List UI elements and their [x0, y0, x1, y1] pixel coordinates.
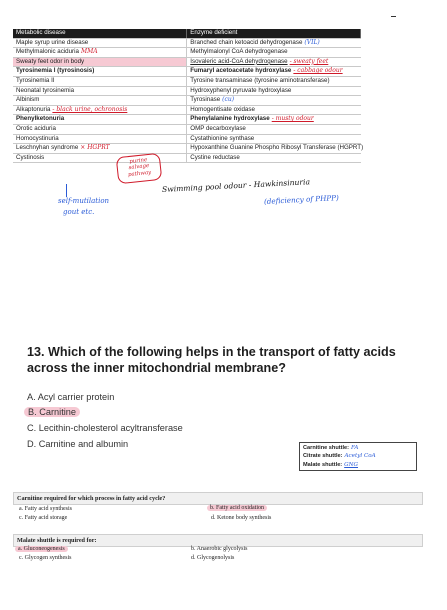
- table-row: [13, 76, 361, 86]
- stray-dash-mark: [391, 16, 396, 17]
- disease-cell: Tyrosinemia I (tyrosinosis): [16, 67, 95, 75]
- shuttle-answer: Acetyl CoA: [344, 453, 376, 460]
- self-mutilation-note: self-mutilation: [58, 197, 110, 205]
- deficiency-phpp-note: (deficiency of PHPP): [263, 193, 340, 206]
- shuttle-row: [303, 444, 413, 452]
- table-row: [13, 96, 361, 106]
- table-row: [13, 67, 361, 77]
- disease-cell: Orotic aciduria: [16, 124, 56, 132]
- option-b-selected[interactable]: [24, 407, 80, 417]
- disease-cell: Maple syrup urine disease: [16, 38, 89, 46]
- table-row: [13, 48, 361, 58]
- disease-cell: Cystinosis: [16, 153, 45, 161]
- mini-option-c[interactable]: c. Glycogen synthesis: [19, 555, 72, 561]
- mini-question-carnitine: [13, 492, 423, 526]
- shuttle-label: Carnitine shuttle:: [303, 445, 349, 451]
- enzyme-cell: Cystathionine synthase: [190, 134, 255, 142]
- table-row: [13, 105, 361, 115]
- enzyme-cell: Hydroxyphenyl pyruvate hydroxylase: [190, 86, 292, 94]
- table-row: [13, 57, 361, 67]
- handwritten-note: - musty odour: [271, 115, 314, 123]
- swimming-pool-note: Swimming pool odour - Hawkinsinuria: [161, 177, 311, 194]
- mini-option-b-selected[interactable]: b. Fatty acid oxidation: [207, 505, 267, 511]
- option-text: Lecithin-cholesterol acyltransferase: [38, 423, 183, 433]
- disease-cell: Neonatal tyrosinemia: [16, 86, 75, 94]
- enzyme-cell: OMP decarboxylase: [190, 124, 246, 132]
- mini-question-malate: [13, 534, 423, 568]
- column-header-disease: Metabolic disease: [13, 29, 187, 38]
- table-header-row: [13, 29, 361, 38]
- mini-option-a[interactable]: a. Fatty acid synthesis: [19, 506, 72, 512]
- mini-option-b[interactable]: b. Anaerobic glycolysis: [191, 546, 248, 552]
- table-row: [13, 134, 361, 144]
- table-row: [13, 153, 361, 163]
- gout-note: gout etc.: [63, 208, 95, 216]
- disease-cell: Tyrosinemia II: [16, 76, 55, 84]
- option-d[interactable]: [27, 439, 128, 449]
- table-row: [13, 124, 361, 134]
- question-title: 13. Which of the following helps in the transport of fatty acids across the inner mitochondrial membrane?: [27, 345, 396, 375]
- enzyme-cell: Fumaryl acetoacetate hydroxylase: [190, 67, 292, 75]
- mini-option-d[interactable]: d. Glycogenolysis: [191, 555, 235, 561]
- option-a[interactable]: [27, 392, 114, 402]
- enzyme-cell: Branched chain ketoacid dehydrogenase: [190, 38, 303, 46]
- option-letter: C.: [27, 423, 37, 433]
- shuttle-answer: FA: [351, 445, 359, 451]
- metabolic-disease-table: [13, 29, 364, 163]
- enzyme-cell: Tyrosinase: [190, 96, 221, 104]
- handwritten-note: - cabbage odour: [293, 67, 343, 75]
- shuttle-answer: GNG: [344, 461, 359, 468]
- option-text: Acyl carrier protein: [37, 392, 115, 402]
- annotation-arrow-line: [66, 184, 67, 197]
- enzyme-cell: Phenylalanine hydroxylase: [190, 115, 270, 123]
- option-c[interactable]: [27, 423, 183, 433]
- column-header-enzyme: Enzyme deficient: [187, 29, 361, 38]
- enzyme-cell: Tyrosine transaminase (tyrosine aminotransferase): [190, 76, 330, 84]
- disease-cell: Homocystinuria: [16, 134, 59, 142]
- option-letter: D.: [27, 439, 37, 449]
- option-letter: A.: [27, 392, 36, 402]
- purine-salvage-note: purine salvage pathway: [127, 157, 152, 178]
- table-row: [13, 38, 361, 48]
- disease-cell: Methylmalonic aciduria: [16, 48, 79, 56]
- handwritten-note: MMA: [80, 48, 98, 56]
- handwritten-note: (VIL): [304, 38, 320, 46]
- mini-question-title: Malate shuttle is required for:: [13, 534, 423, 547]
- table-row: [13, 144, 361, 154]
- handwritten-note: - black urine, ochronosis: [52, 105, 128, 113]
- table-row: [13, 115, 361, 125]
- disease-cell: Alkaptonuria: [16, 105, 51, 113]
- disease-cell: Leschnyhan syndrome: [16, 144, 79, 152]
- handwritten-note: (cu): [222, 96, 235, 104]
- option-text: Carnitine and albumin: [38, 439, 129, 449]
- handwritten-note: - sweaty feet: [289, 57, 329, 65]
- shuttle-summary-box: [299, 442, 417, 471]
- disease-cell: Phenylketonuria: [16, 115, 65, 123]
- mini-question-title: Carnitine required for which process in fatty acid cycle?: [13, 492, 423, 505]
- enzyme-cell: Methylmalonyl CoA dehydrogenase: [190, 48, 288, 56]
- enzyme-cell: Isovaleric acid-CoA dehydrogenase: [190, 57, 288, 65]
- handwritten-note: × HGPRT: [80, 144, 110, 152]
- table-row: [13, 86, 361, 96]
- option-letter: B.: [28, 407, 37, 417]
- option-text: Carnitine: [39, 407, 77, 417]
- shuttle-row: [303, 461, 413, 469]
- shuttle-label: Malate shuttle:: [303, 461, 343, 468]
- shuttle-row: [303, 452, 413, 460]
- shuttle-label: Citrate shuttle:: [303, 453, 343, 460]
- disease-cell: Albinism: [16, 96, 40, 104]
- disease-cell: Sweaty feet odor in body: [16, 57, 85, 65]
- mini-option-d[interactable]: d. Ketone body synthesis: [211, 515, 272, 521]
- enzyme-cell: Cystine reductase: [190, 153, 240, 161]
- mini-option-c[interactable]: c. Fatty acid storage: [19, 515, 68, 521]
- mini-option-a-selected[interactable]: a. Gluconeogenesis: [15, 546, 68, 552]
- enzyme-cell: Homogentisate oxidase: [190, 105, 255, 113]
- enzyme-cell: Hypoxanthine Guanine Phospho Ribosyl Transferase (HGPRT): [190, 144, 364, 152]
